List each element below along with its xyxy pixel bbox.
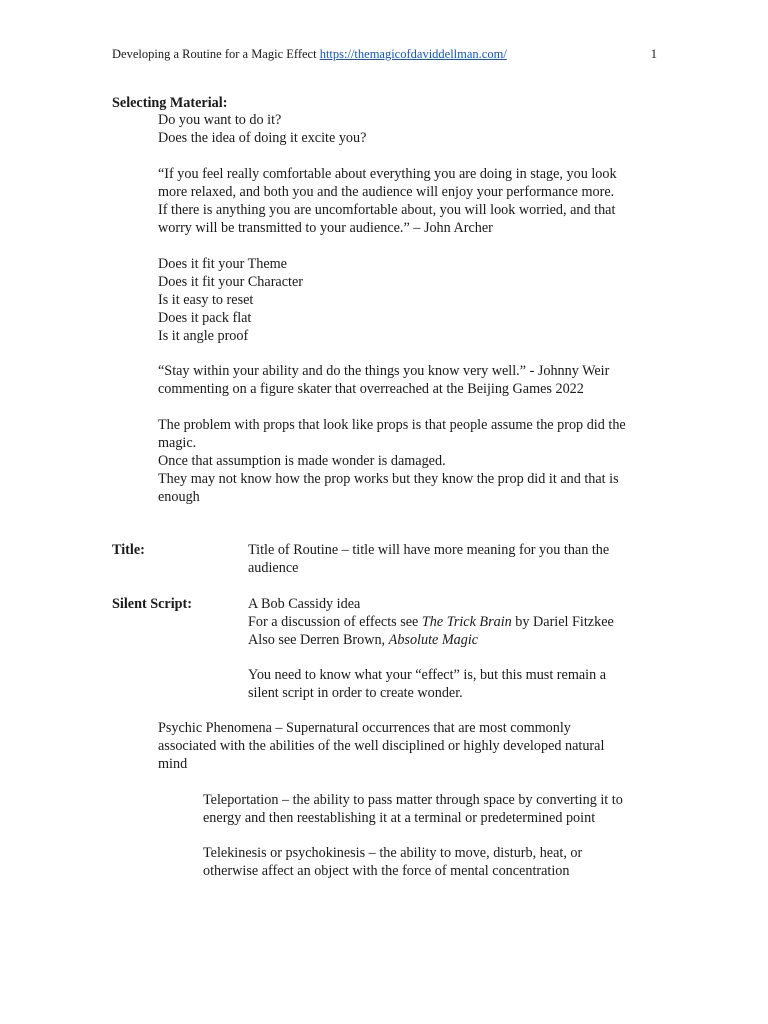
definition-line: Teleportation – the ability to pass matter through space by converting it to [203,792,623,808]
silent-script-refs [248,595,614,649]
page-number: 1 [650,47,657,61]
checklist-item: Is it easy to reset [158,292,254,308]
quote-line: more relaxed, and both you and the audience will enjoy your performance more. [158,184,615,200]
checklist-item: Does it fit your Theme [158,256,287,272]
header-title: Developing a Routine for a Magic Effect [112,47,317,61]
props-line: They may not know how the prop works but they know the prop did it and that is [158,471,619,487]
book-title: Absolute Magic [388,632,479,648]
text-fragment: Also see Derren Brown, [248,632,389,648]
props-line: Once that assumption is made wonder is damaged. [158,453,446,469]
silent-script-line [248,631,614,649]
quote-line: If there is anything you are uncomfortable about, you will look worried, and that [158,202,616,218]
selecting-material-heading: Selecting Material: [112,95,228,111]
quote-line: “If you feel really comfortable about everything you are doing in stage, you look [158,166,617,182]
definition-line: Telekinesis or psychokinesis – the ability to move, disturb, heat, or [203,845,583,861]
title-line: Title of Routine – title will have more meaning for you than the [248,542,610,558]
props-line: The problem with props that look like props is that people assume the prop did the [158,417,626,433]
silent-script-line [248,613,614,631]
title-description [248,541,609,577]
psychic-line: Psychic Phenomena – Supernatural occurrences that are most commonly [158,720,571,736]
psychic-phenomena-intro [158,719,604,773]
checklist-item: Does it pack flat [158,310,252,326]
props-paragraph [158,416,626,506]
telekinesis-definition [203,844,582,880]
silent-script-line: silent script in order to create wonder. [248,685,463,701]
question-line: Does the idea of doing it excite you? [158,130,367,146]
checklist-item: Does it fit your Character [158,274,303,290]
john-archer-quote [158,165,617,237]
quote-line: worry will be transmitted to your audience.” – John Archer [158,220,493,236]
book-title: The Trick Brain [421,614,512,630]
definition-line: energy and then reestablishing it at a terminal or predetermined point [203,810,596,826]
psychic-line: mind [158,756,188,772]
silent-script-line: You need to know what your “effect” is, but this must remain a [248,667,607,683]
quote-line: commenting on a figure skater that overreached at the Beijing Games 2022 [158,381,584,397]
silent-script-paragraph [248,666,606,702]
text-fragment: by Dariel Fitzkee [511,614,614,630]
quote-line: “Stay within your ability and do the things you know very well.” - Johnny Weir [158,363,610,379]
props-line: magic. [158,435,197,451]
teleportation-definition [203,791,623,827]
props-line: enough [158,489,200,505]
definition-line: otherwise affect an object with the force of mental concentration [203,863,570,879]
title-label: Title: [112,542,145,558]
title-line: audience [248,560,299,576]
silent-script-line: A Bob Cassidy idea [248,596,361,612]
page-header [112,46,657,62]
header-link[interactable]: https://themagicofdaviddellman.com/ [319,47,507,61]
psychic-line: associated with the abilities of the well disciplined or highly developed natural [158,738,605,754]
silent-script-label: Silent Script: [112,596,192,612]
question-line: Do you want to do it? [158,112,282,128]
selecting-questions [158,111,366,147]
checklist-item: Is it angle proof [158,328,249,344]
johnny-weir-quote [158,362,609,398]
text-fragment: For a discussion of effects see [248,614,422,630]
material-checklist [158,255,303,345]
